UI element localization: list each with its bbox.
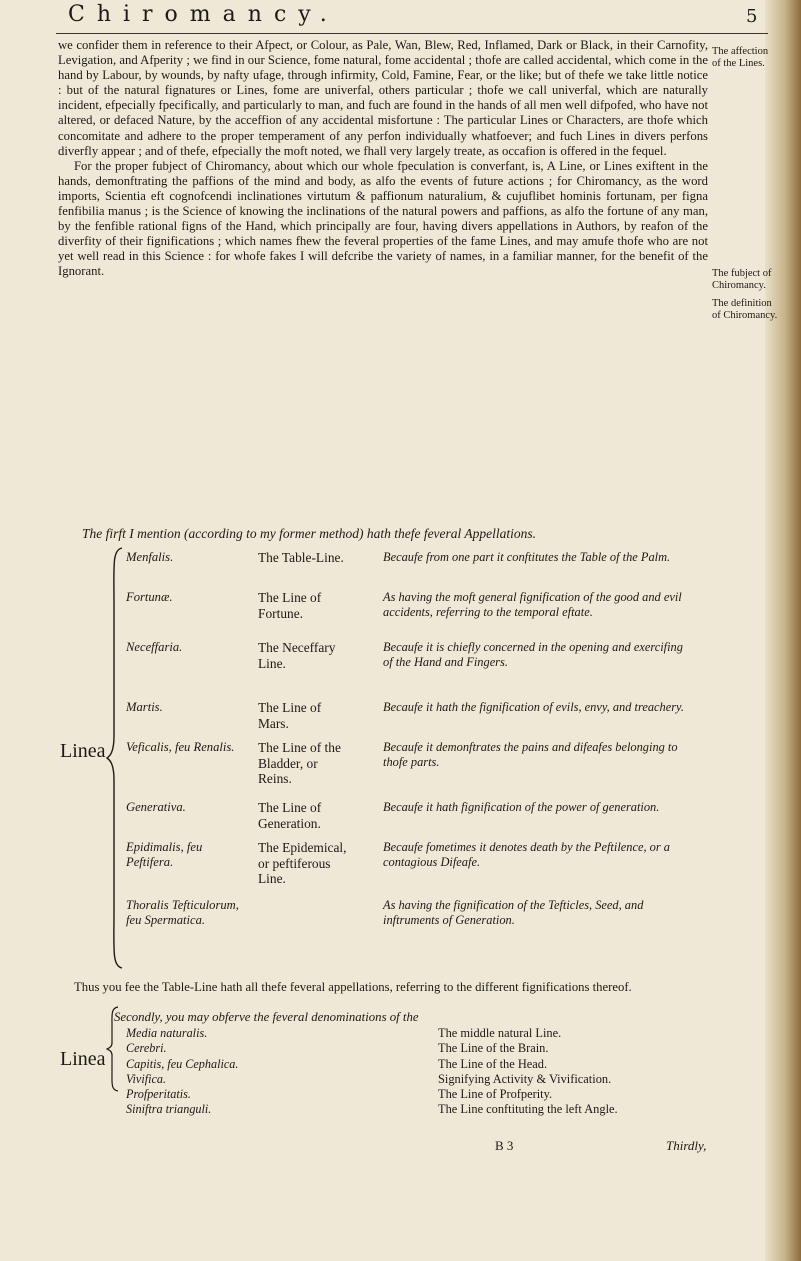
latin-name: Cerebri. — [126, 1041, 167, 1056]
english-name: The Line of Profperity. — [438, 1087, 553, 1102]
page-edge — [765, 0, 801, 1261]
row-latin: Martis. — [126, 700, 163, 714]
row-latin: Thoralis Tefticulorum, feu Spermatica. — [126, 898, 239, 927]
english-name: The Line of the Brain. — [438, 1041, 549, 1056]
row-reason: Becaufe fometimes it denotes death by the Peftilence, or a contagious Difeafe. — [383, 840, 670, 869]
linea-label: Linea — [60, 740, 106, 762]
row-english: The Line of the Bladder, or Reins. — [258, 740, 341, 787]
english-name: The middle natural Line. — [438, 1026, 562, 1040]
header-rule — [56, 33, 768, 34]
row-latin: Neceffaria. — [126, 640, 183, 654]
latin-name: Vivifica. — [126, 1071, 167, 1086]
row-reason: Becaufe from one part it conftitutes the Table of the Palm. — [383, 550, 671, 564]
margin-note-definition: The definition of Chiromancy. — [712, 298, 778, 321]
latin-name: Siniftra trianguli. — [126, 1102, 212, 1117]
left-brace — [106, 546, 124, 970]
english-name: The Line conftituting the left Angle. — [438, 1102, 618, 1117]
second-heading: Secondly, you may obferve the feveral denominations of the — [114, 1010, 419, 1024]
margin-note-subject: The fubject of Chiromancy. — [712, 268, 772, 291]
row-english: The Line of Generation. — [258, 800, 322, 831]
row-reason: Becaufe it demonftrates the pains and difeafes belonging to thofe parts. — [383, 740, 678, 769]
row-english: The Epidemical, or peftiferous Line. — [258, 840, 347, 887]
paragraph-1: we confider them in reference to their Afpect, or Colour, as Pale, Wan, Blew, Red, Inflamed, Dark or Black, in their Carnofity, Levigation, and Afperity ; we find in our Science, fome natural, fome accidental ; thofe are called accidental, which come in the hand by Labour, by wounds, by nafty ufage, through infirmity, Cold, Famine, Fear, or the like; but of thefe we take little notice : but of the natural fignatures or Lines, fome are univerfal, others particular ; thofe we call univerfal, which are naturally incident, efpecially fpecifically, and particularly to man, and fuch are found in the hands of all men well difpofed, who have not altered, or defaced Nature, by the acceffion of any accidental misfortune : The particular Lines or Characters, are thofe which concomitate and adhere to the proper temperament of any perfon individually whatfoever; and fuch Lines in divers perfons diverfly appear ; and of thefe, efpecially the moft noted, we fhall very largely treate, as occafion is offered in the fequel. — [58, 38, 708, 158]
signature-mark: B 3 — [495, 1138, 514, 1153]
english-name: Signifying Activity & Vivification. — [438, 1071, 612, 1086]
latin-name: Profperitatis. — [126, 1087, 191, 1102]
table-summary — [58, 980, 708, 995]
row-reason: Becaufe it hath the fignification of evils, envy, and treachery. — [383, 700, 684, 714]
row-latin: Menfalis. — [126, 550, 174, 564]
row-english: The Line of Fortune. — [258, 590, 322, 621]
page-number: 5 — [746, 6, 758, 27]
paragraph-2: For the proper fubject of Chiromancy, about which our whole fpeculation is converfant, is, A Line, or Lines exiftent in the hands, demonftrating the paffions of the mind and body, as alfo the events of future actions ; for Chiromancy, as the word imports, Scientia eft cognofcendi inclinationes virtutum & paffionum naturalium, & cujuflibet hominis fortunam, per figna fenfibilia manus ; is the Science of knowing the inclinations of the natural powers and paffions, as alfo the fortune of any man, by the fenfible rational figns of the Hand, which principally are four, having divers appellations in Authors, by reafon of the diverfity of their fignifications ; which names fhew the feveral properties of the fame Lines, and may amufe thofe who are not yet well read in this Science : for whofe fakes I will defcribe the variety of names, in a familiar manner, for the benefit of the Ignorant. — [58, 158, 708, 279]
table-heading: The firft I mention (according to my former method) hath thefe feveral Appellations. — [82, 526, 537, 541]
row-english: The Table-Line. — [258, 550, 344, 565]
catchword: Thirdly, — [666, 1138, 707, 1153]
row-latin: Fortunæ. — [126, 590, 173, 604]
second-latin-list — [126, 1026, 238, 1118]
english-name: The Line of the Head. — [438, 1056, 548, 1071]
body-text — [58, 38, 708, 280]
row-english: The Neceffary Line. — [258, 640, 336, 671]
summary-text: Thus you fee the Table-Line hath all thefe feveral appellations, referring to the different fignifications thereof. — [74, 980, 632, 994]
row-latin: Epidimalis, feu Peftifera. — [126, 840, 203, 869]
row-english: The Line of Mars. — [258, 700, 322, 731]
left-brace-second — [106, 1005, 120, 1093]
row-reason: Becaufe it hath fignification of the power of generation. — [383, 800, 660, 814]
row-reason: Becaufe it is chiefly concerned in the opening and exercifing of the Hand and Fingers. — [383, 640, 683, 669]
row-reason: As having the moft general fignification of the good and evil accidents, referring to the temporal eftate. — [383, 590, 682, 619]
row-latin: Veficalis, feu Renalis. — [126, 740, 235, 754]
row-latin: Generativa. — [126, 800, 186, 814]
latin-name: Capitis, feu Cephalica. — [126, 1056, 239, 1071]
margin-note-affection: The affection of the Lines. — [712, 46, 769, 69]
second-english-list — [438, 1026, 618, 1118]
running-head: Chiromancy. — [68, 2, 339, 27]
row-reason: As having the fignification of the Tefticles, Seed, and inftruments of Generation. — [383, 898, 644, 927]
linea-label-second: Linea — [60, 1048, 106, 1070]
latin-name: Media naturalis. — [126, 1026, 208, 1040]
